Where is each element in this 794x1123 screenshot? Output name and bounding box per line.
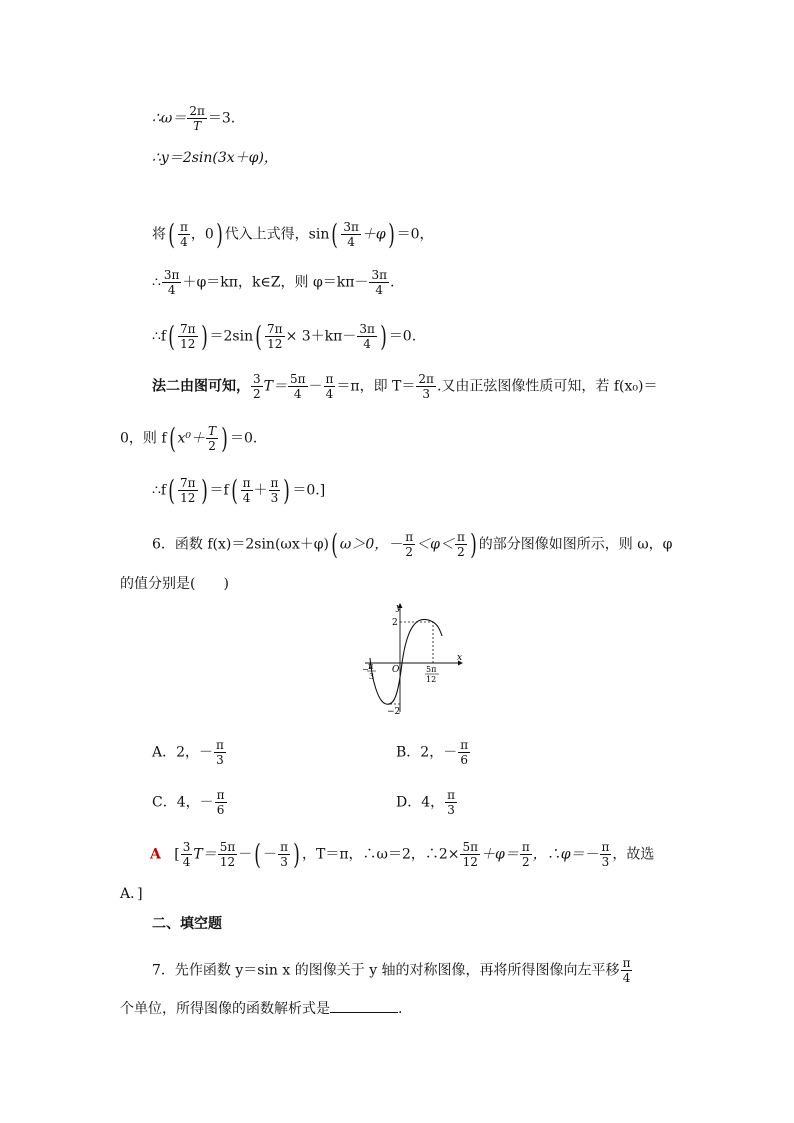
line-substitute: 将( $\frac{\pi}{4}$ ，0) 代入上式得，sin( $\frac{3\pi}{4}$ ＋φ) ＝0，	[152, 217, 434, 251]
text: ＝3.	[207, 110, 236, 127]
solution-6: A [ $\frac{3}{4}$ T＝ $\frac{5\pi}{12}$ －( － $\frac{\pi}{3}$ ) ，T＝π，∴ω＝2，∴2× $\frac{5\pi}{12}$ ＋φ＝ $\frac{\pi}{2}$ ，∴φ＝－ $\frac{\pi}{3}$ ，故选	[150, 837, 655, 871]
x-label: x	[457, 653, 463, 663]
option-c: C．4，－ $\frac{\pi}{6}$	[152, 788, 225, 817]
y-label: y	[396, 603, 402, 613]
sine-curve	[370, 619, 442, 704]
option-b: B．2，－ $\frac{\pi}{6}$	[396, 738, 469, 767]
origin-label: O	[392, 665, 400, 675]
option-a: A．2，－ $\frac{\pi}{3}$	[152, 738, 224, 767]
tick-left-num: π	[368, 662, 374, 671]
question-6: 6．函数 f(x)＝2sin(ωx＋φ)( ω＞0，－ $\frac{\pi}{2}$ ＜φ＜ $\frac{\pi}{2}$ ) 的部分图像如图所示，则 ω，φ	[152, 527, 673, 561]
line-conclusion: ∴f( $\frac{7\pi}{12}$ ) ＝f( $\frac{\pi}{4}$ ＋ $\frac{\pi}{3}$ ) ＝0.]	[152, 473, 326, 507]
section-heading: 二、填空题	[152, 916, 222, 932]
question-6-line2: 的值分别是( )	[120, 576, 229, 592]
line-method-two: 法二由图可知， $\frac{3}{2}$ T＝ $\frac{5\pi}{4}$ － $\frac{\pi}{4}$ ＝π，即 T＝ $\frac{2\pi}{3}$ .又由正弦图像性质可知，若 f(x₀)＝	[152, 372, 658, 401]
question-7-line2: 个单位，所得图像的函数解析式是 .	[120, 998, 402, 1019]
answer-blank[interactable]	[330, 998, 398, 1013]
option-d: D．4， $\frac{\pi}{3}$	[396, 788, 456, 817]
line-period-shift: 0，则 f( x⁰＋ $\frac{T}{2}$ ) ＝0.	[120, 421, 258, 455]
peak-dash	[400, 622, 433, 663]
text: ∴ω＝	[152, 110, 187, 127]
tick-right-den: 12	[426, 675, 437, 684]
fraction: $\frac{2\pi}{T}$	[189, 104, 205, 133]
line-y-equation: ∴y＝2sin(3x＋φ)，	[152, 150, 278, 166]
line-omega	[152, 104, 235, 133]
tick-y-bottom: −2	[387, 707, 401, 717]
line-phi: ∴ $\frac{3\pi}{4}$ ＋φ＝kπ，k∈Z，则 φ＝kπ－ $\frac{3\pi}{4}$ .	[152, 268, 395, 297]
question-7: 7．先作函数 y＝sin x 的图像关于 y 轴的对称图像，再将所得图像向左平移 $\frac{\pi}{4}$	[152, 956, 631, 985]
answer-letter: A	[150, 846, 161, 863]
tick-left-den: 3	[369, 672, 375, 681]
sine-graph	[360, 600, 470, 720]
tick-left-sign: −	[362, 665, 369, 674]
solution-6-line2: A．]	[120, 886, 143, 902]
tick-y-top: 2	[392, 618, 398, 628]
line-f-value: ∴f( $\frac{7\pi}{12}$ ) ＝2sin( $\frac{7\pi}{12}$ × 3＋kπ－ $\frac{3\pi}{4}$ ) ＝0.	[152, 319, 417, 353]
tick-right-num: 5π	[426, 665, 437, 674]
